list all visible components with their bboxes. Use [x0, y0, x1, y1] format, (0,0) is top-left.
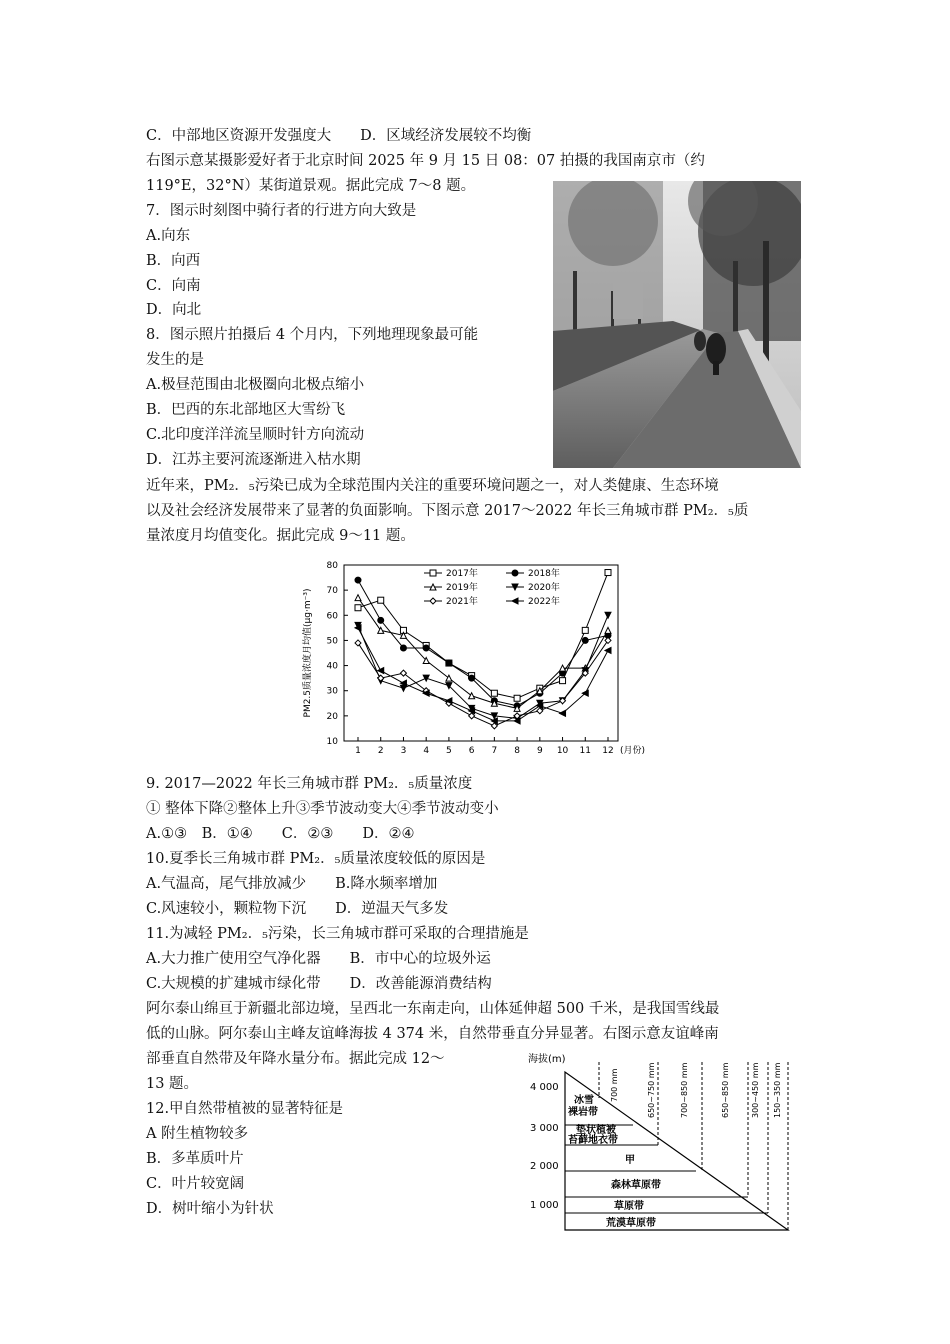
intro-line: 右图示意某摄影爱好者于北京时间 2025 年 9 月 15 日 08：07 拍摄的我国南京市（约 — [146, 153, 705, 169]
option-b: B．多革质叶片 — [146, 1151, 244, 1167]
x-tick-label: 12 — [602, 746, 614, 756]
data-point — [605, 647, 611, 653]
zone-label: 冰雪 — [574, 1095, 594, 1106]
y-tick-label: 40 — [326, 661, 338, 672]
y-tick-label: 20 — [326, 711, 338, 722]
data-point — [469, 675, 475, 681]
option-a: A.极昼范围由北极圈向北极点缩小 — [146, 377, 365, 393]
data-point — [605, 612, 611, 618]
option-ab: A.大力推广使用空气净化器 B．市中心的垃圾外运 — [146, 951, 491, 967]
data-point — [560, 710, 566, 716]
legend-label: 2022年 — [528, 597, 560, 607]
x-tick-label: 11 — [579, 746, 591, 756]
x-tick-label: 5 — [446, 746, 452, 756]
legend-label: 2019年 — [446, 583, 478, 593]
x-tick-label: 10 — [556, 746, 569, 756]
y-axis-label: PM2.5质量浓度月均值(μg·m⁻³) — [303, 588, 313, 718]
data-point — [491, 690, 497, 696]
data-point — [514, 695, 520, 701]
zone-title: 海拔(m) — [528, 1054, 566, 1065]
precip-label: 150~350 mm — [773, 1062, 782, 1118]
data-point — [582, 637, 588, 643]
y-tick-label: 80 — [326, 561, 338, 571]
x-tick-label: 4 — [423, 746, 430, 756]
series-line — [358, 580, 608, 706]
y-tick-label: 50 — [326, 636, 338, 647]
data-point — [355, 640, 361, 646]
option-d: D．向北 — [146, 302, 202, 318]
data-point — [423, 675, 429, 681]
precip-label: 650~750 mm — [647, 1062, 656, 1118]
zone-ytick: 1 000 — [530, 1200, 559, 1211]
chart-legend — [424, 567, 560, 607]
intro-line: 阿尔泰山绵亘于新疆北部边境，呈西北一东南走向，山体延伸超 500 千米，是我国雪线最 — [146, 1001, 720, 1017]
zone-ytick: 3 000 — [530, 1123, 559, 1134]
zone-label: 森林草原带 — [611, 1180, 661, 1191]
series-line — [358, 640, 608, 725]
option-a: A 附生植物较多 — [146, 1126, 249, 1142]
data-point — [355, 577, 361, 583]
question-9-choices: A.①③ B．①④ C．②③ D．②④ — [146, 826, 415, 842]
street-photo — [553, 181, 801, 468]
data-point — [378, 597, 384, 603]
option-c: C.北印度洋洋流呈顺时针方向流动 — [146, 427, 365, 443]
option-a: A.向东 — [146, 228, 191, 244]
question-10: 10.夏季长三角城市群 PM₂．₅质量浓度较低的原因是 — [146, 851, 486, 867]
data-point — [605, 570, 611, 576]
zone-label: 苔藓地衣带 — [568, 1135, 618, 1146]
data-point — [430, 570, 436, 576]
data-point — [378, 617, 384, 623]
option-line: C．中部地区资源开发强度大 D．区域经济发展较不均衡 — [146, 128, 532, 144]
data-point — [446, 660, 452, 666]
data-point — [355, 595, 361, 601]
precip-label: 300~450 mm — [751, 1062, 760, 1118]
question-8: 8．图示照片拍摄后 4 个月内，下列地理现象最可能 — [146, 327, 479, 343]
altitude-zone-diagram — [526, 1050, 806, 1235]
zone-label: 荒漠草原带 — [606, 1218, 656, 1229]
legend-label: 2021年 — [446, 597, 478, 607]
pm25-chart — [296, 553, 664, 763]
option-c: C．向南 — [146, 278, 201, 294]
data-point — [605, 637, 611, 643]
option-cd: C.风速较小，颗粒物下沉 D．逆温天气多发 — [146, 901, 449, 917]
zone-label: 草原带 — [614, 1201, 644, 1212]
series-line — [358, 615, 608, 718]
data-point — [355, 605, 361, 611]
intro-line: 部垂直自然带及年降水量分布。据此完成 12～ — [146, 1051, 445, 1067]
data-point — [582, 627, 588, 633]
x-axis-label: (月份) — [620, 746, 646, 756]
x-tick-label: 1 — [355, 746, 361, 756]
legend-label: 2020年 — [528, 583, 560, 593]
intro-line: 以及社会经济发展带来了显著的负面影响。下图示意 2017～2022 年长三角城市群 PM₂．₅质 — [146, 503, 749, 519]
option-ab: A.气温高，尾气排放减少 B.降水频率增加 — [146, 876, 438, 892]
data-point — [423, 645, 429, 651]
x-tick-label: 6 — [468, 746, 475, 756]
zone-label: 裸岩带 — [568, 1107, 598, 1118]
data-point — [560, 678, 566, 684]
question-11: 11.为减轻 PM₂．₅污染，长三角城市群可采取的合理措施是 — [146, 926, 529, 942]
x-tick-label: 8 — [514, 746, 520, 756]
y-tick-label: 30 — [326, 686, 338, 697]
data-point — [378, 668, 384, 674]
x-tick-label: 3 — [400, 746, 407, 756]
y-tick-label: 70 — [326, 586, 338, 597]
y-tick-label: 60 — [326, 611, 338, 622]
chart-series — [355, 570, 611, 729]
x-tick-label: 7 — [491, 746, 498, 756]
legend-label: 2018年 — [528, 569, 560, 579]
option-d: D．江苏主要河流逐渐进入枯水期 — [146, 452, 361, 468]
zone-ytick: 2 000 — [530, 1161, 559, 1172]
precip-label: 650~850 mm — [721, 1062, 730, 1118]
data-point — [512, 598, 518, 604]
option-d: D．树叶缩小为针状 — [146, 1201, 274, 1217]
question-9-options: ① 整体下降②整体上升③季节波动变大④季节波动变小 — [146, 801, 499, 817]
option-b: B．向西 — [146, 253, 201, 269]
zone-label: 垫状植被 — [576, 1125, 616, 1136]
intro-line: 量浓度月均值变化。据此完成 9～11 题。 — [146, 528, 415, 544]
zone-label: 甲 — [625, 1155, 635, 1166]
zone-ytick: 4 000 — [530, 1082, 559, 1093]
question-12: 12.甲自然带植被的显著特征是 — [146, 1101, 344, 1117]
option-b: B．巴西的东北部地区大雪纷飞 — [146, 402, 346, 418]
intro-line: 119°E，32°N）某街道景观。据此完成 7～8 题。 — [146, 178, 476, 194]
legend-label: 2017年 — [446, 569, 478, 579]
data-point — [400, 645, 406, 651]
data-point — [512, 570, 518, 576]
precip-label: 700 mm — [610, 1068, 619, 1102]
precip-label: 700~850 mm — [680, 1062, 689, 1118]
question-7: 7．图示时刻图中骑行者的行进方向大致是 — [146, 203, 417, 219]
series-line — [358, 573, 608, 699]
option-c: C．叶片较宽阔 — [146, 1176, 245, 1192]
question-9: 9. 2017—2022 年长三角城市群 PM₂．₅质量浓度 — [146, 776, 473, 792]
x-tick-label: 9 — [536, 746, 543, 756]
intro-line: 近年来，PM₂．₅污染已成为全球范围内关注的重要环境问题之一，对人类健康、生态环境 — [146, 478, 719, 494]
intro-line: 低的山脉。阿尔泰山主峰友谊峰海拔 4 374 米，自然带垂直分异显著。右图示意友谊峰南 — [146, 1026, 719, 1042]
x-tick-label: 2 — [377, 746, 384, 756]
question-8-cont: 发生的是 — [146, 352, 204, 368]
data-point — [605, 627, 611, 633]
y-tick-label: 10 — [326, 737, 338, 747]
y-tick-labels — [530, 1082, 559, 1211]
data-point — [430, 598, 436, 604]
intro-line: 13 题。 — [146, 1076, 199, 1092]
option-cd: C.大规模的扩建城市绿化带 D．改善能源消费结构 — [146, 976, 492, 992]
